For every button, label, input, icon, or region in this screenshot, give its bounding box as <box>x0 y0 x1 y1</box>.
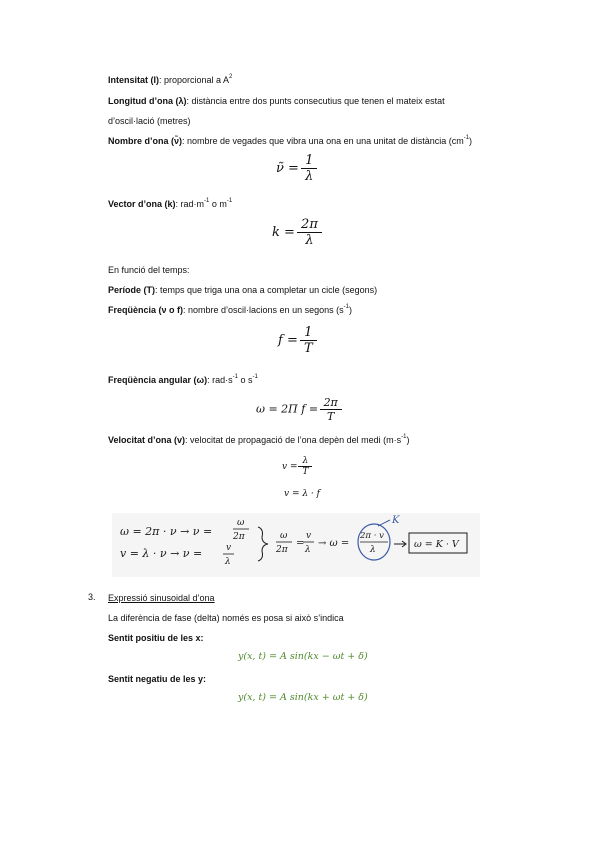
hw-mid-b-num: v <box>306 531 312 541</box>
eq-vector-fraction <box>299 217 320 248</box>
frequencia-term: Freqüència (ν o f) <box>108 305 184 315</box>
freq-angular-term: Freqüència angular (ω) <box>108 375 208 385</box>
vector-line <box>108 198 232 210</box>
fase-note-line <box>108 612 344 624</box>
eq-nombre-den: λ <box>301 168 317 184</box>
intensitat-desc: : proporcional a A <box>159 75 230 85</box>
vector-desc: : rad·m <box>175 199 205 209</box>
eq-nombre-fraction <box>303 153 315 184</box>
velocitat-desc: : velocitat de propagació de l’ona depèn del medi (m·s <box>185 435 402 445</box>
longitud-term: Longitud d’ona (λ) <box>108 96 187 106</box>
freq-angular-line <box>108 374 258 386</box>
vector-sup1: -1 <box>204 198 210 204</box>
eq-freq-lhs: f = <box>278 333 298 348</box>
eq-nombre-lhs: ν̃ = <box>276 161 299 176</box>
hw-line2-den: λ <box>225 557 231 567</box>
handwritten-note-image <box>112 513 480 577</box>
fase-note: La diferència de fase (delta) només es posa si això s’indica <box>108 613 344 623</box>
equation-nombre-ona <box>276 153 315 184</box>
eq-nombre-num: 1 <box>305 153 314 168</box>
eq-angular-num: 2π <box>323 396 338 409</box>
frequencia-close: ) <box>348 305 352 315</box>
eq-angular-lhs: ω = 2Π f = <box>256 402 319 416</box>
eq-freq-den: T <box>300 340 317 356</box>
en-funcio-text: En funció del temps: <box>108 265 190 275</box>
section-3-number: 3. <box>88 592 96 602</box>
intensitat-line <box>108 74 232 86</box>
eq-freq-num: 1 <box>304 325 313 340</box>
longitud-desc2: d’oscil·lació (metres) <box>108 116 191 126</box>
hw-brace <box>258 527 268 561</box>
hw-k-label: K <box>392 515 400 526</box>
en-funcio-line <box>108 264 190 276</box>
periode-desc: : temps que triga una ona a completar un cicle (segons) <box>155 285 378 295</box>
positiu-label: Sentit positiu de les x: <box>108 633 204 643</box>
frequencia-sup: -1 <box>343 304 349 310</box>
section-3-title-line <box>108 592 215 604</box>
longitud-line <box>108 95 445 107</box>
equation-vector-ona <box>272 217 320 248</box>
vector-term: Vector d’ona (k) <box>108 199 176 209</box>
intensitat-sup: 2 <box>229 74 233 80</box>
hw-k-arrow <box>378 520 390 526</box>
eq-vel1-lhs: v = <box>282 462 298 472</box>
hw-line1-den: 2π <box>233 532 245 542</box>
equation-angular <box>256 396 340 423</box>
equation-frequencia <box>278 325 315 356</box>
longitud-desc: : distància entre dos punts consecutius que tenen el mateix estat <box>186 96 445 106</box>
hw-line2-num: v <box>226 543 232 553</box>
hw-mid-eq: = <box>296 538 305 549</box>
hw-mid-a-num: ω <box>280 531 288 541</box>
nombre-close: ) <box>469 136 473 146</box>
equation-negatiu: y(x, t) = A sin(kx + ωt + δ) <box>238 692 368 703</box>
periode-term: Període (T) <box>108 285 156 295</box>
freq-angular-desc: : rad·s <box>207 375 233 385</box>
velocitat-line <box>108 434 410 446</box>
positiu-line <box>108 632 204 644</box>
section-3-title: Expressió sinusoidal d’ona <box>108 593 215 603</box>
intensitat-term: Intensitat (I) <box>108 75 159 85</box>
freq-angular-sup1: -1 <box>232 374 238 380</box>
hw-circ-den: λ <box>370 545 376 555</box>
freq-angular-sup2: -1 <box>252 374 258 380</box>
hw-line1-num: ω <box>237 518 245 528</box>
freq-angular-mid: o s <box>237 375 253 385</box>
velocitat-sup: -1 <box>401 434 407 440</box>
eq-vector-num: 2π <box>301 217 318 232</box>
nombre-line <box>108 135 472 147</box>
nombre-desc: : nombre de vegades que vibra una ona en una unitat de distància (cm <box>182 136 464 146</box>
negatiu-line <box>108 673 206 685</box>
equation-velocitat-1 <box>282 456 310 477</box>
eq-freq-fraction <box>302 325 315 356</box>
eq-vel1-den: T <box>298 466 312 477</box>
hw-arrow-omega: → ω = <box>318 538 350 549</box>
eq-angular-den: T <box>320 409 342 423</box>
vector-mid: o m <box>209 199 227 209</box>
velocitat-close: ) <box>406 435 410 445</box>
eq-vector-lhs: k = <box>272 225 295 240</box>
hw-mid-b-den: λ <box>305 545 311 555</box>
eq-vel1-num: λ <box>302 456 309 466</box>
hw-boxed: ω = K · V <box>414 539 459 550</box>
frequencia-desc: : nombre d’oscil·lacions en un segons (s <box>183 305 344 315</box>
nombre-term: Nombre d’ona (ν̃) <box>108 136 183 146</box>
hw-line2: v = λ · ν → ν = <box>120 547 203 560</box>
nombre-sup: -1 <box>463 135 470 141</box>
hw-circ-num: 2π · v <box>360 531 384 541</box>
longitud-line-2 <box>108 115 191 127</box>
equation-velocitat-2 <box>284 489 320 499</box>
hw-mid-a-den: 2π <box>276 545 288 555</box>
vector-sup2: -1 <box>226 198 233 204</box>
velocitat-term: Velocitat d’ona (v) <box>108 435 186 445</box>
hw-line1: ω = 2π · ν → ν = <box>120 525 213 538</box>
handwritten-note-svg <box>112 513 480 577</box>
negatiu-label: Sentit negatiu de les y: <box>108 674 207 684</box>
eq-vector-den: λ <box>297 232 322 248</box>
eq-angular-fraction <box>322 396 340 423</box>
eq-vel1-fraction <box>300 456 310 477</box>
periode-line <box>108 284 377 296</box>
eq-vel2: v = λ · f <box>284 489 320 499</box>
frequencia-line <box>108 304 352 316</box>
equation-positiu: y(x, t) = A sin(kx − ωt + δ) <box>238 651 368 662</box>
